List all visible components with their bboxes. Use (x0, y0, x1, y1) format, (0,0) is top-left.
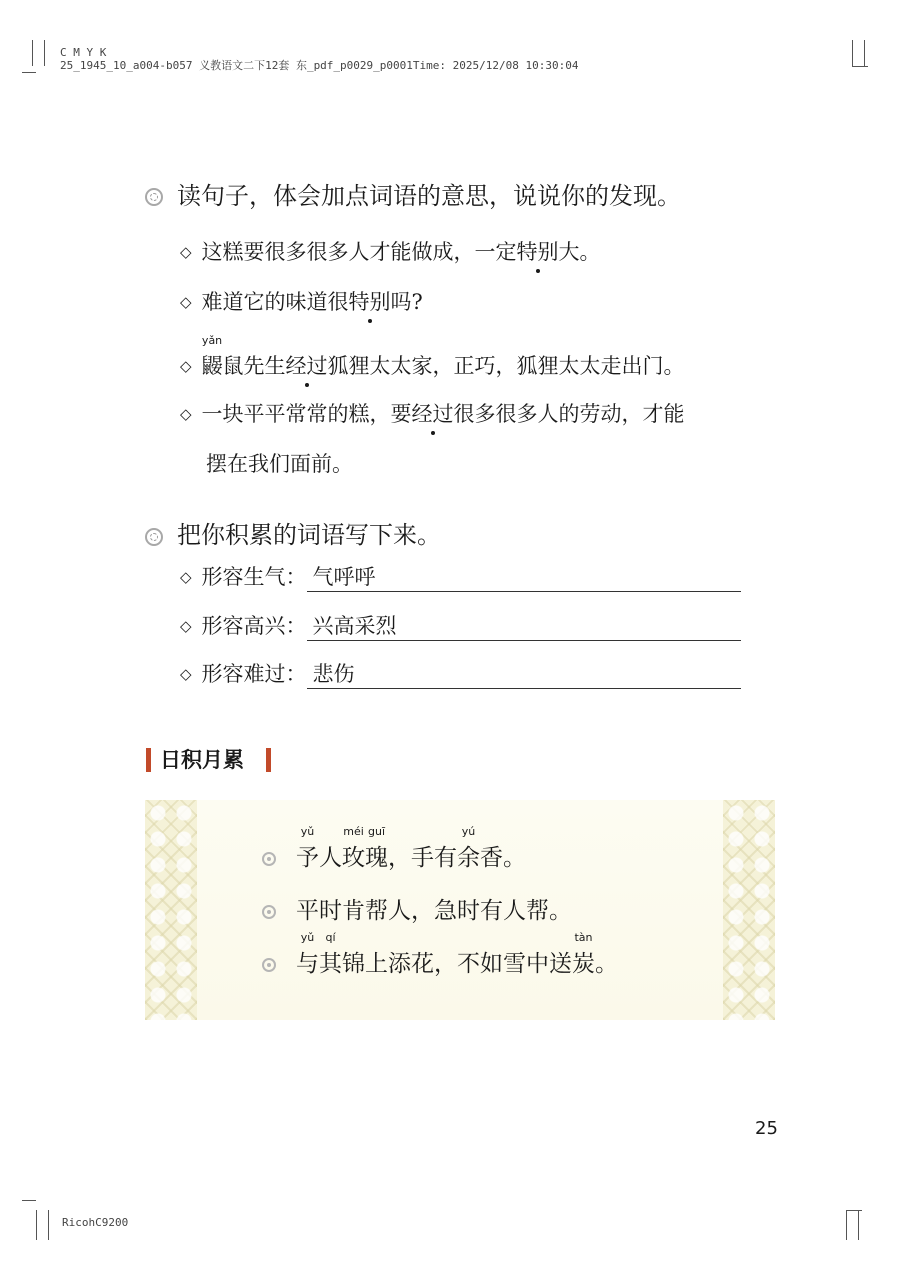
crop-mark (32, 40, 33, 66)
section3-heading: 日积月累 (160, 748, 244, 772)
sentence-4-continuation: 摆在我们面前。 (206, 452, 353, 476)
sentence-3: ◇ yǎn 鼹鼠先生经过狐狸太太家，正巧，狐狸太太走出门。 (180, 334, 685, 378)
cmyk-label: C M Y K (60, 46, 107, 59)
pinyin: yǔ (300, 825, 315, 838)
decorative-pattern-left (145, 800, 197, 1020)
diamond-icon: ◇ (180, 665, 192, 683)
sentence-1: ◇ 这糕要很多很多人才能做成，一定特别大。 (180, 240, 601, 264)
print-header (60, 46, 578, 72)
word-label: 形容生气： (201, 565, 307, 589)
print-job-line: 25_1945_10_a004-b057 义教语文二下12套 东_pdf_p0029_p0001Time: 2025/12/08 10:30:04 (60, 59, 579, 72)
word-label: 形容高兴： (201, 614, 307, 638)
word-row-2 (180, 612, 741, 641)
pinyin: tàn (574, 931, 593, 944)
diamond-icon: ◇ (180, 243, 192, 261)
print-footer: RicohC9200 (62, 1216, 129, 1229)
crop-mark (864, 40, 865, 66)
quote-2: 平时肯帮人，急时有人帮。 (296, 898, 572, 924)
heading-bar-right (266, 748, 271, 772)
pinyin: yú (461, 825, 476, 838)
word-label: 形容难过： (201, 662, 307, 686)
answer-line (307, 612, 741, 641)
section2-title: 把你积累的词语写下来。 (177, 521, 441, 549)
dotted-word: 特别 (348, 290, 391, 314)
answer-line (307, 660, 741, 689)
diamond-icon: ◇ (180, 617, 192, 635)
section-bullet-icon (145, 528, 163, 546)
quote-bullet-icon (262, 905, 276, 919)
quote-bullet-icon (262, 958, 276, 972)
heading-bar-left (146, 748, 151, 772)
pinyin: yǔ (300, 931, 315, 944)
crop-mark (36, 1210, 37, 1240)
crop-mark (22, 1200, 36, 1201)
diamond-icon: ◇ (180, 357, 192, 375)
pinyin: méi (343, 825, 364, 838)
word-row-1 (180, 563, 741, 592)
pinyin: qí (325, 931, 336, 944)
crop-mark (852, 66, 868, 67)
answer-text: 悲伤 (312, 662, 355, 686)
crop-mark (846, 1210, 847, 1240)
word-row-3 (180, 660, 741, 689)
crop-mark (858, 1210, 859, 1240)
dotted-word: 特别 (516, 240, 559, 264)
answer-line (307, 563, 741, 592)
answer-text: 兴高采烈 (312, 614, 397, 638)
section1-title: 读句子，体会加点词语的意思，说说你的发现。 (177, 182, 681, 210)
crop-mark (48, 1210, 49, 1240)
dotted-word: 经过 (285, 354, 328, 378)
section-bullet-icon (145, 188, 163, 206)
pinyin: yǎn (201, 334, 223, 347)
quote-bullet-icon (262, 852, 276, 866)
crop-mark (22, 72, 36, 73)
pinyin: guī (367, 825, 386, 838)
quote-3: yǔ 与 qí 其锦上添花，不如雪中送 tàn 炭。 (296, 931, 618, 977)
crop-mark (846, 1210, 862, 1211)
answer-text: 气呼呼 (312, 565, 376, 589)
crop-mark (44, 40, 45, 66)
diamond-icon: ◇ (180, 405, 192, 423)
page-number: 25 (755, 1118, 778, 1139)
diamond-icon: ◇ (180, 293, 192, 311)
diamond-icon: ◇ (180, 568, 192, 586)
sentence-2: ◇ 难道它的味道很特别吗? (180, 290, 423, 314)
sentence-4: ◇ 一块平平常常的糕，要经过很多很多人的劳动，才能 (180, 402, 685, 426)
dotted-word: 经过 (411, 402, 454, 426)
decorative-pattern-right (723, 800, 775, 1020)
crop-mark (852, 40, 853, 66)
quote-1: yǔ 予人 méi 玫 guī 瑰，手有 yú 余香。 (296, 825, 526, 871)
ruby-char: yǎn 鼹 (201, 334, 223, 378)
